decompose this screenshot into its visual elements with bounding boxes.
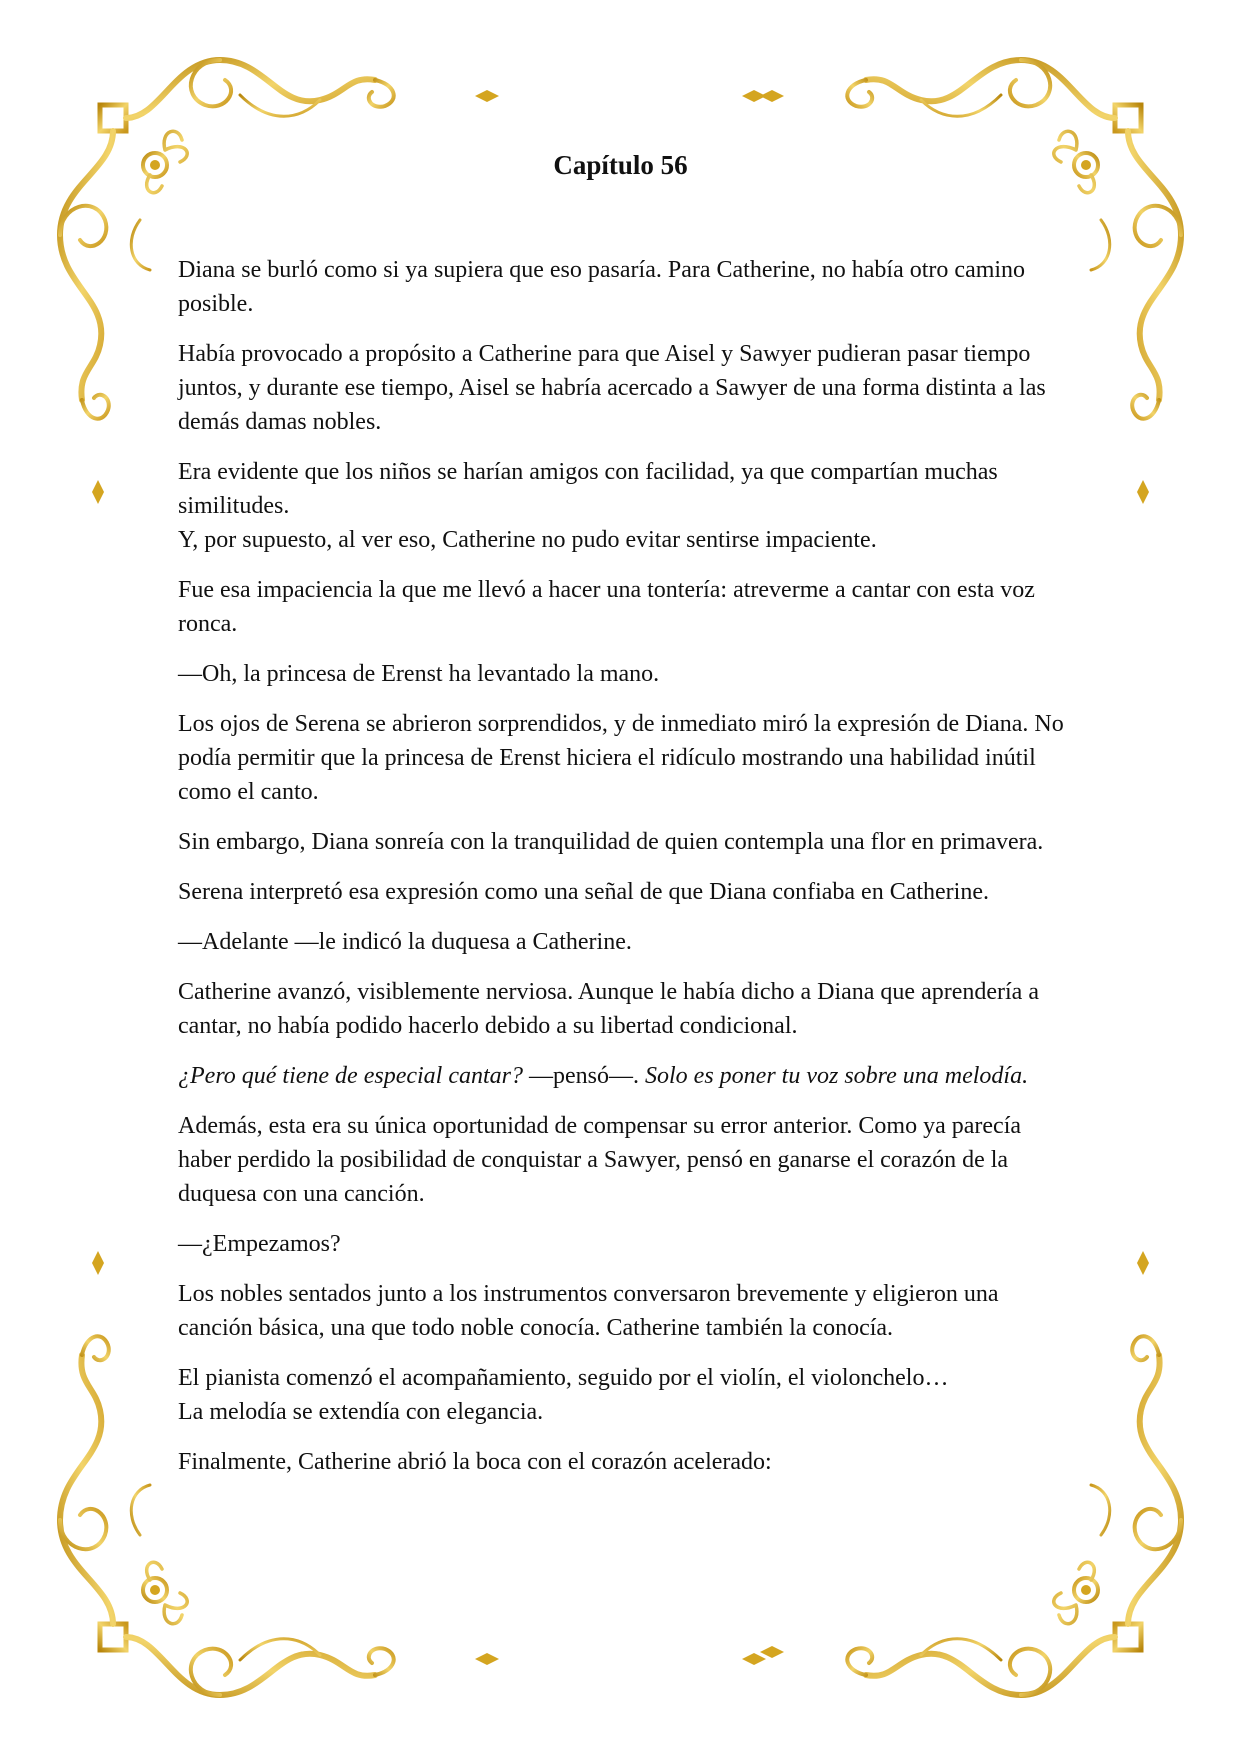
paragraph: Fue esa impaciencia la que me llevó a hacer una tontería: atreverme a cantar con esta voz ronca. (178, 577, 1035, 637)
dialogue-line: —¿Empezamos? (178, 1231, 341, 1257)
paragraph: Los ojos de Serena se abrieron sorprendidos, y de inmediato miró la expresión de Diana. No podía permitir que la princesa de Erenst hiciera el ridículo mostrando una habilidad inútil como el canto. (178, 711, 1064, 805)
paragraph: Serena interpretó esa expresión como una señal de que Diana confiaba en Catherine. (178, 879, 989, 905)
thought-paragraph (178, 1059, 1078, 1093)
paragraph: Era evidente que los niños se harían amigos con facilidad, ya que compartían muchas similitudes. (178, 459, 998, 519)
paragraph: Diana se burló como si ya supiera que eso pasaría. Para Catherine, no había otro camino posible. (178, 257, 1026, 317)
dialogue-line: —Adelante —le indicó la duquesa a Catherine. (178, 929, 632, 955)
dialogue-line: —Oh, la princesa de Erenst ha levantado la mano. (178, 661, 660, 687)
thought-part: ¿Pero qué tiene de especial cantar? (178, 1063, 523, 1089)
paragraph: Finalmente, Catherine abrió la boca con el corazón acelerado: (178, 1449, 772, 1475)
paragraph: El pianista comenzó el acompañamiento, seguido por el violín, el violonchelo… (178, 1365, 949, 1391)
chapter-title: Capítulo 56 (553, 150, 688, 180)
paragraph: Y, por supuesto, al ver eso, Catherine no pudo evitar sentirse impaciente. (178, 527, 877, 553)
paragraph: Los nobles sentados junto a los instrumentos conversaron brevemente y eligieron una canción básica, una que todo noble conocía. Catherine también la conocía. (178, 1281, 999, 1341)
paragraph: La melodía se extendía con elegancia. (178, 1399, 544, 1425)
paragraph: Además, esta era su única oportunidad de compensar su error anterior. Como ya parecía haber perdido la posibilidad de conquistar a Sawyer, pensó en ganarse el corazón de la duquesa con una canción. (178, 1113, 1022, 1207)
thought-part: Solo es poner tu voz sobre una melodía. (645, 1063, 1029, 1089)
paragraph: Sin embargo, Diana sonreía con la tranquilidad de quien contempla una flor en primavera. (178, 829, 1044, 855)
chapter-body (178, 253, 1078, 1495)
paragraph: Había provocado a propósito a Catherine para que Aisel y Sawyer pudieran pasar tiempo juntos, y durante ese tiempo, Aisel se habría acercado a Sawyer de una forma distinta a las demás damas nobles. (178, 341, 1046, 435)
paragraph: Catherine avanzó, visiblemente nerviosa. Aunque le había dicho a Diana que aprendería a cantar, no había podido hacerlo debido a su libertad condicional. (178, 979, 1039, 1039)
thought-tag: —pensó—. (523, 1063, 645, 1089)
